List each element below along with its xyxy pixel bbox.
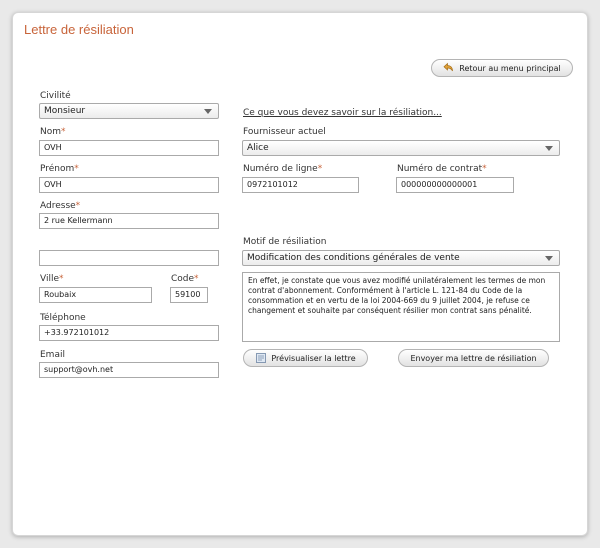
send-letter-button[interactable] bbox=[398, 349, 549, 367]
required-marker: * bbox=[482, 164, 487, 174]
motif-value: Modification des conditions générales de vente bbox=[247, 253, 460, 263]
numero-ligne-input[interactable]: 0972101012 bbox=[242, 177, 359, 193]
page-title: Lettre de résiliation bbox=[24, 22, 134, 37]
adresse-input[interactable]: 2 rue Kellermann bbox=[39, 213, 219, 229]
email-label: Email bbox=[40, 350, 65, 360]
preview-letter-button[interactable] bbox=[243, 349, 368, 367]
telephone-input[interactable]: +33.972101012 bbox=[39, 325, 219, 341]
back-to-menu-button[interactable] bbox=[431, 59, 573, 77]
adresse-line2-input[interactable] bbox=[39, 250, 219, 266]
civilite-value: Monsieur bbox=[44, 106, 86, 116]
ville-label bbox=[40, 274, 64, 284]
preview-letter-label: Prévisualiser la lettre bbox=[271, 353, 356, 363]
prenom-label-text: Prénom bbox=[40, 164, 75, 174]
numero-contrat-input[interactable]: 000000000000001 bbox=[396, 177, 514, 193]
numero-ligne-label bbox=[243, 164, 322, 174]
nom-input[interactable]: OVH bbox=[39, 140, 219, 156]
civilite-label: Civilité bbox=[40, 91, 71, 101]
required-marker: * bbox=[74, 164, 79, 174]
fournisseur-select[interactable] bbox=[242, 140, 560, 156]
fournisseur-value: Alice bbox=[247, 143, 269, 153]
required-marker: * bbox=[317, 164, 323, 174]
motif-textarea[interactable] bbox=[242, 272, 560, 342]
document-preview-icon bbox=[255, 352, 267, 364]
ville-label-text: Ville bbox=[40, 274, 59, 284]
required-marker: * bbox=[75, 201, 81, 211]
motif-select[interactable] bbox=[242, 250, 560, 266]
civilite-select[interactable] bbox=[39, 103, 219, 119]
numero-contrat-label bbox=[397, 164, 487, 174]
required-marker: * bbox=[194, 274, 199, 284]
code-label-text: Code bbox=[171, 274, 195, 284]
chevron-down-icon bbox=[545, 146, 553, 151]
chevron-down-icon bbox=[545, 256, 553, 261]
back-arrow-icon bbox=[443, 62, 455, 74]
adresse-label-text: Adresse bbox=[40, 201, 76, 211]
nom-label-text: Nom bbox=[40, 127, 62, 137]
back-to-menu-label: Retour au menu principal bbox=[459, 63, 561, 73]
prenom-label bbox=[40, 164, 79, 174]
numero-ligne-label-text: Numéro de ligne bbox=[243, 164, 318, 174]
numero-contrat-label-text: Numéro de contrat bbox=[397, 164, 483, 174]
code-label bbox=[171, 274, 199, 284]
telephone-label: Téléphone bbox=[40, 313, 86, 323]
nom-label bbox=[40, 127, 66, 137]
info-link[interactable]: Ce que vous devez savoir sur la résiliation... bbox=[243, 108, 442, 118]
fournisseur-label: Fournisseur actuel bbox=[243, 127, 326, 137]
ville-input[interactable]: Roubaix bbox=[39, 287, 152, 303]
adresse-label bbox=[40, 201, 80, 211]
email-input[interactable]: support@ovh.net bbox=[39, 362, 219, 378]
motif-label: Motif de résiliation bbox=[243, 237, 327, 247]
prenom-input[interactable]: OVH bbox=[39, 177, 219, 193]
send-letter-label: Envoyer ma lettre de résiliation bbox=[410, 353, 537, 363]
required-marker: * bbox=[61, 127, 66, 137]
chevron-down-icon bbox=[204, 109, 212, 114]
required-marker: * bbox=[59, 274, 64, 284]
code-input[interactable]: 59100 bbox=[170, 287, 208, 303]
motif-text: En effet, je constate que vous avez modifié unilatéralement les termes de mon contrat d'abonnement. Conformément à l'article L. 121-84 du Code de la consommation et en vertu de la loi 2004-669 du 9 juillet 2004, je refuse ce changement et souhaite par conséquent résilier mon contrat sans pénalité. bbox=[248, 276, 546, 315]
